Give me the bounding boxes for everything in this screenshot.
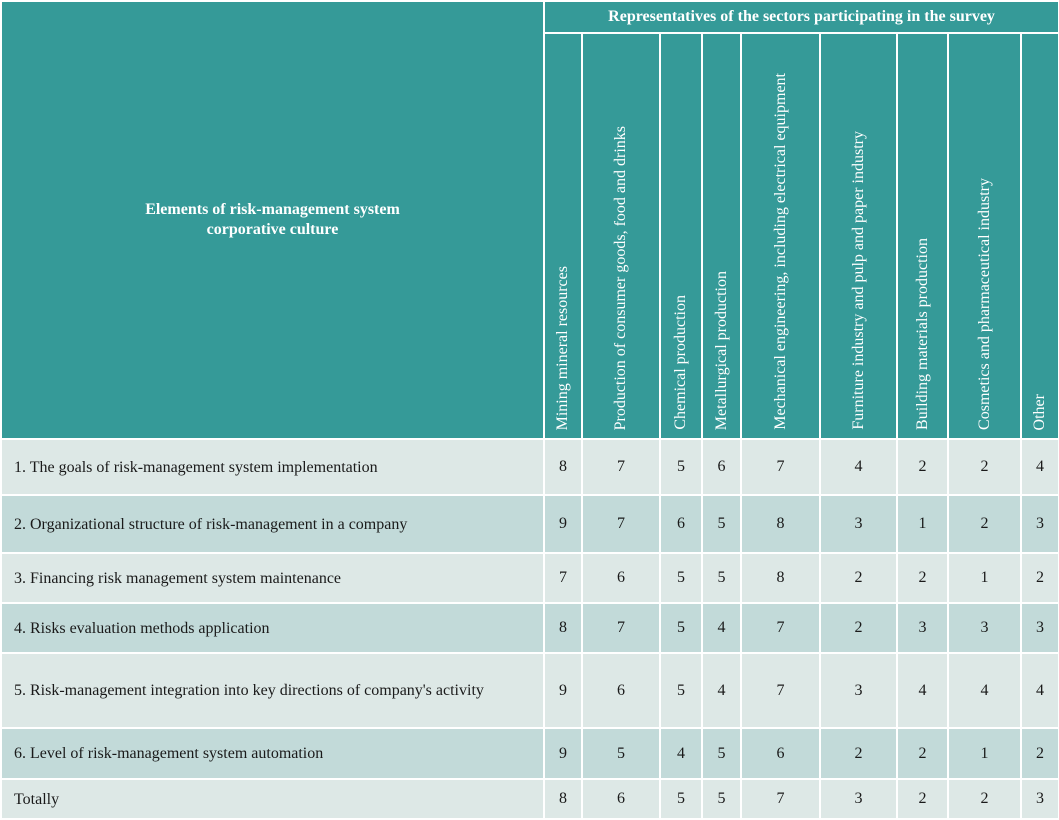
row-label: 3. Financing risk management system maintenance [1,553,544,603]
sector-header [544,33,582,439]
table-cell: 2 [948,495,1021,553]
table-cell: 3 [1021,779,1059,819]
sector-header [897,33,948,439]
table-cell: 3 [820,653,897,728]
table-row [1,779,1059,819]
sector-header [660,33,702,439]
table-cell: 3 [820,779,897,819]
table-cell: 5 [702,779,741,819]
table-cell: 4 [820,439,897,495]
table-cell: 3 [820,495,897,553]
table-cell: 6 [582,553,660,603]
table-cell: 3 [1021,603,1059,653]
table-row [1,439,1059,495]
table-cell: 6 [660,495,702,553]
table-cell: 1 [948,728,1021,779]
table-cell: 3 [1021,495,1059,553]
row-label: Totally [1,779,544,819]
table-row [1,553,1059,603]
table-cell: 4 [1021,653,1059,728]
sector-header-label: Production of consumer goods, food and drinks [612,125,629,430]
table-cell: 2 [1021,728,1059,779]
sector-header [582,33,660,439]
table-row [1,728,1059,779]
table-cell: 7 [582,603,660,653]
table-cell: 2 [820,553,897,603]
sector-header-label: Mechanical engineering, including electrical equipment [771,73,789,430]
table-cell: 2 [897,728,948,779]
sector-header-label: Chemical production [672,295,689,430]
table-cell: 1 [948,553,1021,603]
sector-header [741,33,820,439]
table-cell: 8 [741,495,820,553]
table-cell: 7 [544,553,582,603]
row-label: 6. Level of risk-management system automation [1,728,544,779]
sector-header-label: Metallurgical production [712,270,730,430]
table-cell: 6 [702,439,741,495]
table-cell: 7 [582,439,660,495]
table-cell: 5 [660,653,702,728]
sector-header [702,33,741,439]
table-row [1,495,1059,553]
table-cell: 6 [741,728,820,779]
table-cell: 2 [948,439,1021,495]
table-cell: 7 [741,439,820,495]
table-cell: 7 [741,653,820,728]
table-cell: 4 [897,653,948,728]
row-label: 5. Risk-management integration into key directions of company's activity [1,653,544,728]
sector-header [1021,33,1059,439]
table-cell: 9 [544,653,582,728]
sector-header [948,33,1021,439]
table-cell: 5 [660,603,702,653]
row-label: 4. Risks evaluation methods application [1,603,544,653]
table-cell: 2 [897,553,948,603]
table-cell: 2 [897,779,948,819]
table-cell: 5 [702,728,741,779]
sector-header [820,33,897,439]
table-cell: 7 [741,603,820,653]
table-cell: 2 [820,728,897,779]
table-cell: 2 [820,603,897,653]
table-cell: 5 [660,779,702,819]
table-cell: 8 [544,779,582,819]
group-header: Representatives of the sectors participating in the survey [544,1,1059,33]
table-cell: 5 [582,728,660,779]
table-cell: 4 [660,728,702,779]
table-cell: 4 [702,603,741,653]
table-cell: 5 [702,495,741,553]
table-cell: 7 [741,779,820,819]
table-row [1,653,1059,728]
sector-header-label: Building materials production [913,238,931,430]
table-cell: 9 [544,728,582,779]
sector-header-label: Other [1031,393,1049,430]
table-cell: 4 [1021,439,1059,495]
table-cell: 6 [582,653,660,728]
table-cell: 9 [544,495,582,553]
table-cell: 5 [660,439,702,495]
corner-header-label: Elements of risk-management system corporative culture [145,201,400,238]
sector-header-label: Cosmetics and pharmaceutical industry [975,178,993,430]
row-label: 1. The goals of risk-management system implementation [1,439,544,495]
table-cell: 8 [741,553,820,603]
table-cell: 8 [544,439,582,495]
table-cell: 2 [897,439,948,495]
table-cell: 2 [948,779,1021,819]
table-cell: 4 [702,653,741,728]
table-cell: 5 [660,553,702,603]
table-cell: 8 [544,603,582,653]
table-cell: 3 [948,603,1021,653]
sector-header-label: Mining mineral resources [554,265,571,430]
table-cell: 6 [582,779,660,819]
sector-header-label: Furniture industry and pulp and paper industry [849,131,867,430]
table-cell: 4 [948,653,1021,728]
row-label: 2. Organizational structure of risk-management in a company [1,495,544,553]
table-row [1,603,1059,653]
table-cell: 7 [582,495,660,553]
table-cell: 2 [1021,553,1059,603]
table-cell: 5 [702,553,741,603]
table-cell: 3 [897,603,948,653]
table-cell: 1 [897,495,948,553]
corner-header [1,1,544,439]
